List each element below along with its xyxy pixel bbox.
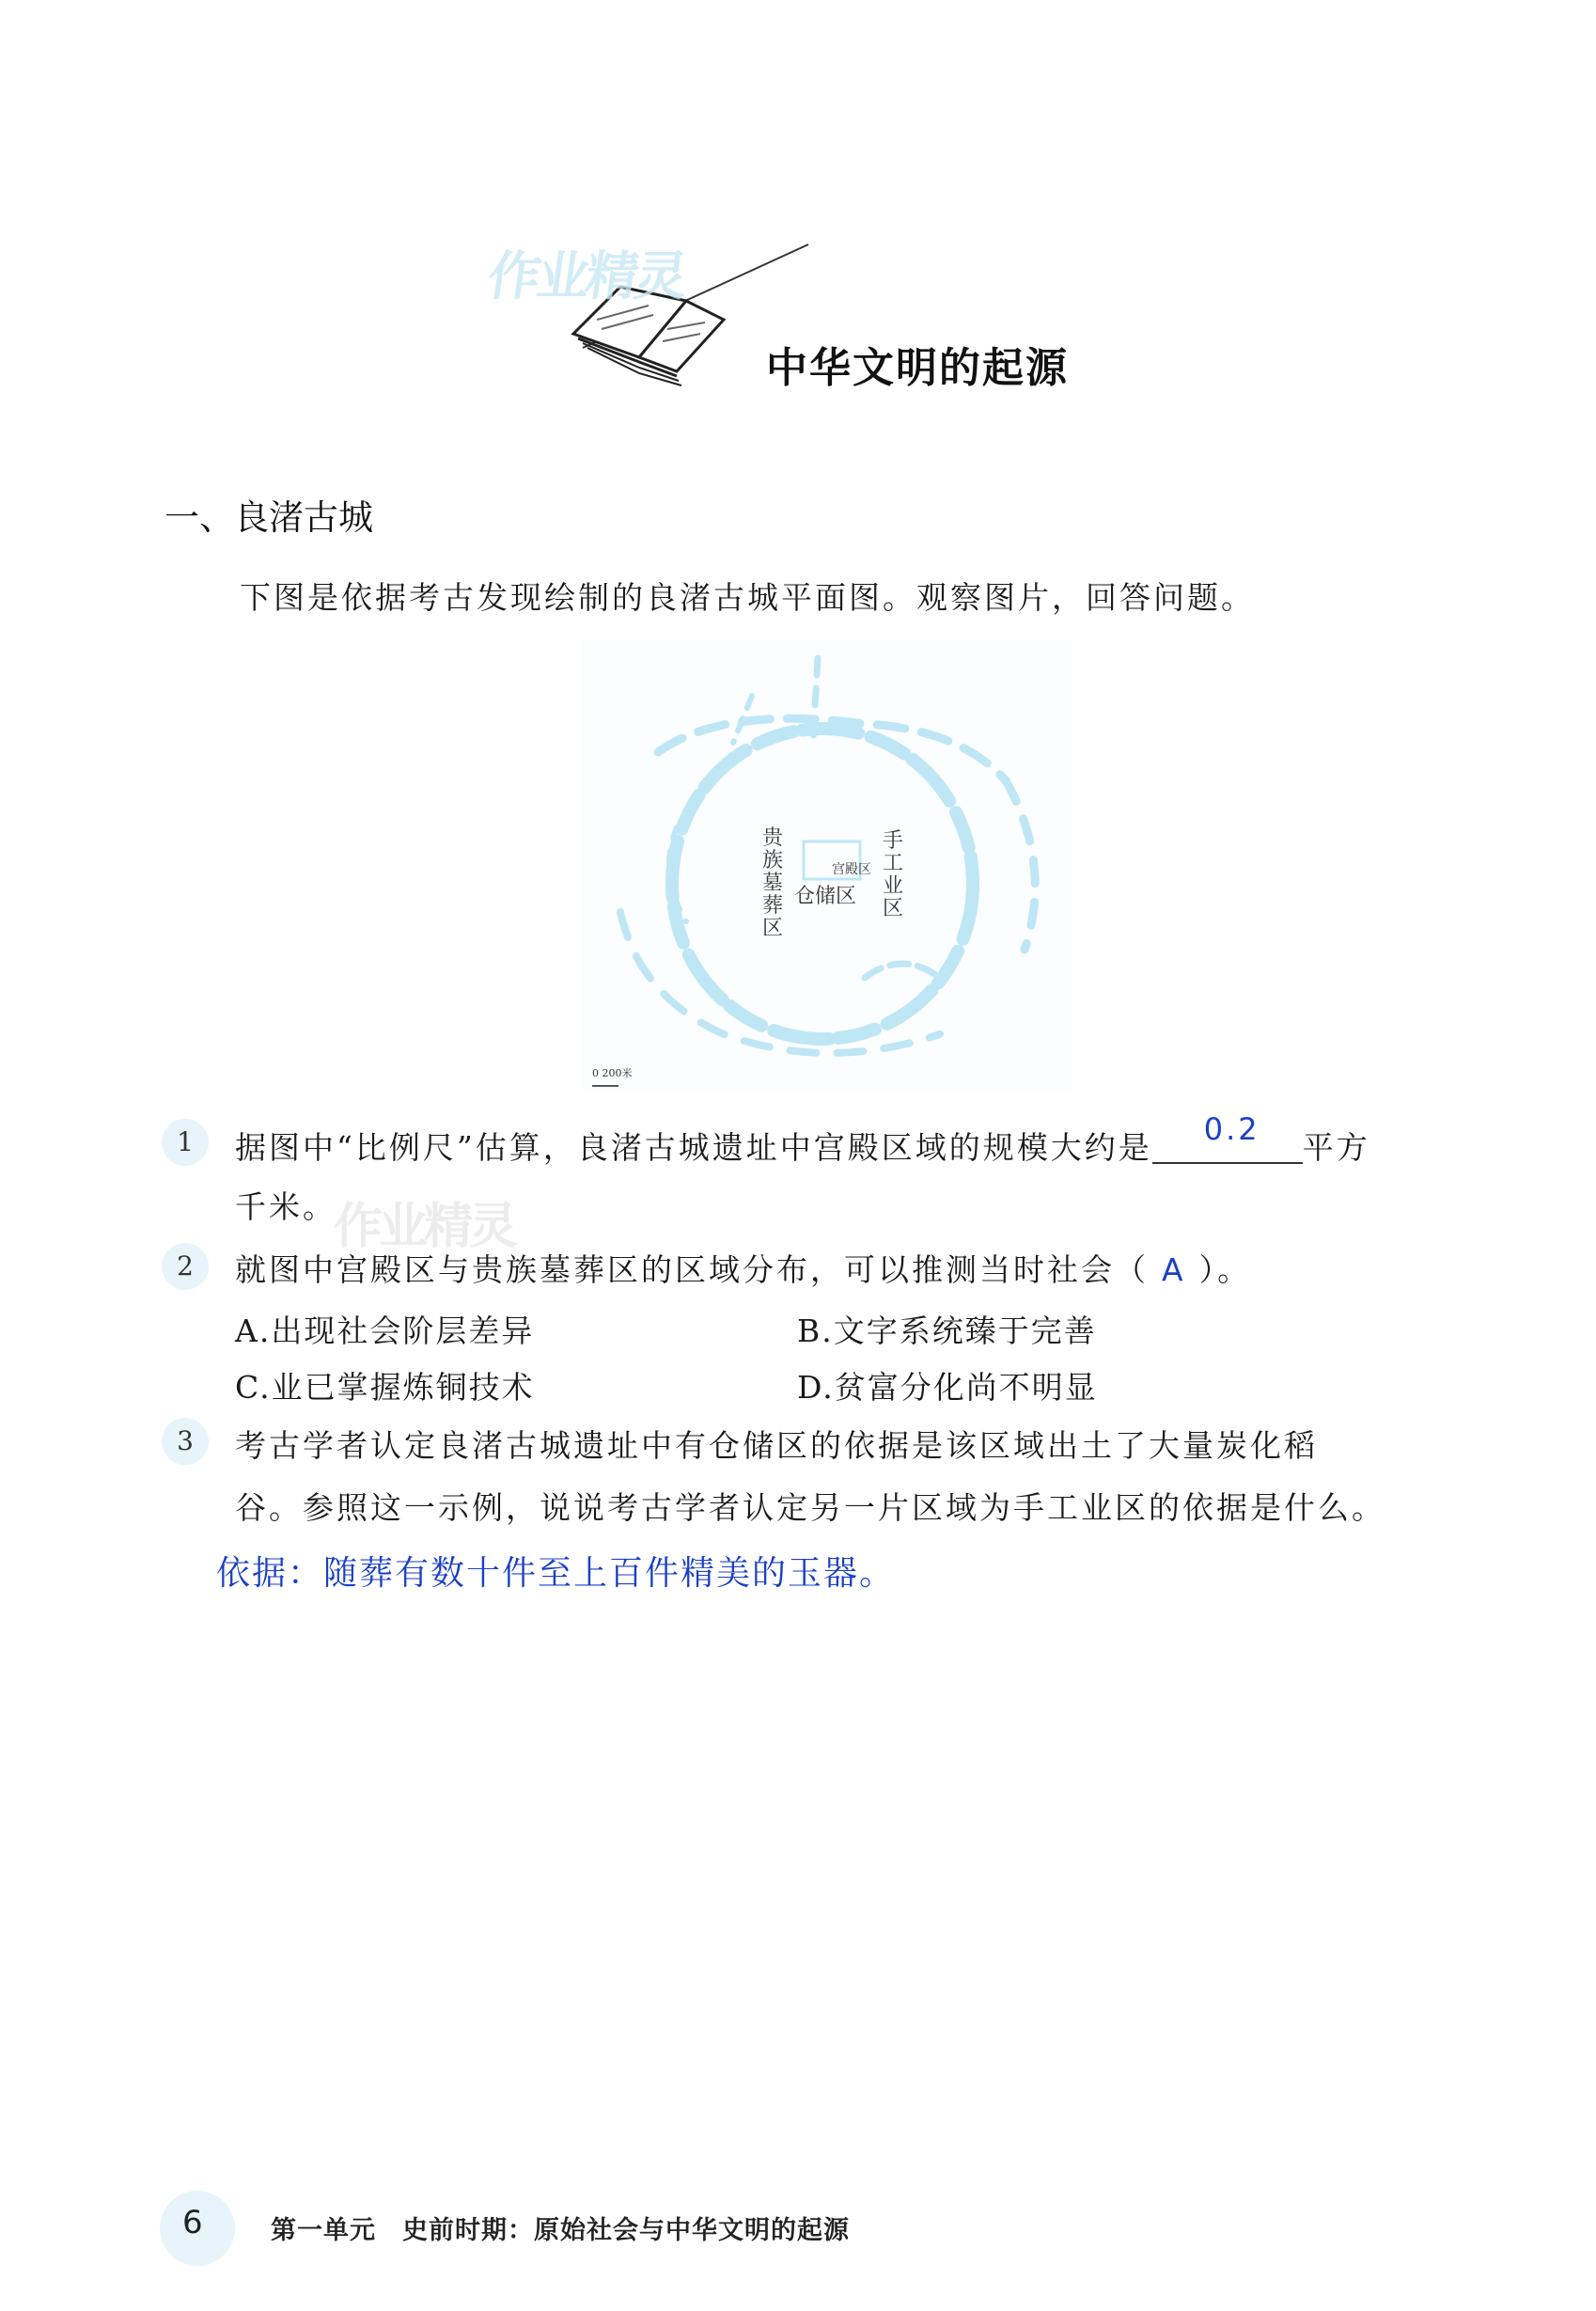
page-number: 6: [182, 2204, 203, 2241]
watermark-logo-middle: 作业精灵: [334, 1199, 515, 1255]
option-c[interactable]: C.业已掌握炼铜技术: [235, 1369, 535, 1406]
liangzhu-city-map: [583, 639, 1072, 1091]
question-1-answer-blank[interactable]: [1152, 1111, 1303, 1164]
question-number-3: 3: [162, 1418, 209, 1465]
question-3-answer: 依据：随葬有数十件至上百件精美的玉器。: [216, 1554, 896, 1593]
map-scale-bar: 0 200米: [592, 1067, 633, 1079]
lesson-title: 中华文明的起源: [766, 344, 1069, 392]
option-d[interactable]: D.贫富分化尚不明显: [797, 1369, 1098, 1406]
question-1-line-2: 千米。: [235, 1188, 336, 1225]
question-3-line-1: 考古学者认定良渚古城遗址中有仓储区的依据是该区域出土了大量炭化稻: [235, 1427, 1318, 1464]
map-label-craft: 手工业区: [882, 829, 903, 920]
question-2-text: 就图中宫殿区与贵族墓葬区的区域分布，可以推测当时社会（: [235, 1251, 1149, 1288]
intro-text: 下图是依据考古发现绘制的良渚古城平面图。观察图片，回答问题。: [240, 579, 1255, 616]
section-heading: 一、良渚古城: [164, 497, 373, 538]
question-1-answer: 0.2: [1203, 1111, 1260, 1147]
question-number-1: 1: [162, 1119, 209, 1166]
map-label-storage: 仓储区: [794, 885, 857, 908]
question-1-text: 据图中“比例尺”估算，良渚古城遗址中宫殿区域的规模大约是: [235, 1129, 1152, 1166]
question-2-text-end: ）。: [1198, 1251, 1252, 1288]
map-label-palace: 宫殿区: [832, 862, 871, 877]
question-number-2: 2: [162, 1243, 209, 1290]
footer-unit-title: 第一单元 史前时期：原始社会与中华文明的起源: [271, 2216, 850, 2245]
map-outline: [583, 639, 1072, 1091]
question-1-line-1: [235, 1111, 1370, 1168]
question-3-line-2: 谷。参照这一示例，说说考古学者认定另一片区域为手工业区的依据是什么。: [235, 1489, 1385, 1526]
question-2-answer: A: [1162, 1251, 1186, 1288]
question-1-unit: 平方: [1302, 1129, 1370, 1166]
option-b[interactable]: B.文字系统臻于完善: [797, 1313, 1097, 1349]
option-a[interactable]: A.出现社会阶层差异: [235, 1313, 535, 1349]
question-2-line: [235, 1246, 1251, 1290]
watermark-logo: 作业精灵: [483, 246, 688, 307]
map-label-noble-tombs: 贵族墓葬区: [761, 826, 783, 940]
